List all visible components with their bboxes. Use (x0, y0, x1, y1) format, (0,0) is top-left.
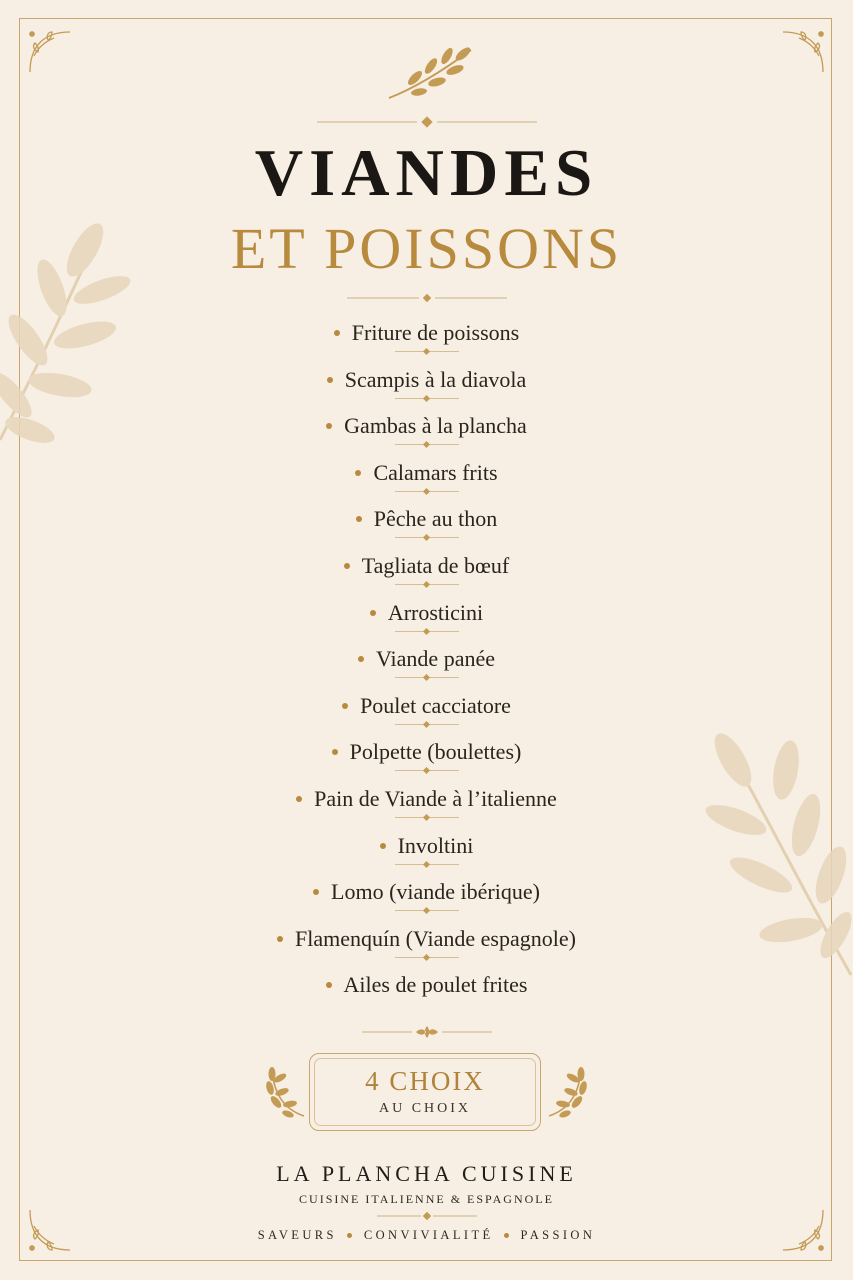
list-item (0, 593, 853, 640)
list-item (0, 546, 853, 593)
list-item (0, 499, 853, 546)
menu-item-label: Polpette (boulettes) (349, 739, 522, 765)
bullet-icon (326, 982, 332, 988)
tagline-word: PASSION (520, 1228, 596, 1242)
brand-name: LA PLANCHA CUISINE (276, 1161, 577, 1186)
bullet-icon (370, 610, 376, 616)
item-separator (395, 631, 459, 632)
brand-divider (0, 1209, 853, 1223)
list-item (0, 453, 853, 500)
menu-item-label: Lomo (viande ibérique) (331, 879, 540, 905)
badge-sub-text: AU CHOIX (378, 1101, 472, 1116)
bottom-ornament-divider (0, 1025, 853, 1039)
list-item (0, 686, 853, 733)
bullet-icon (326, 423, 332, 429)
item-separator (395, 864, 459, 865)
menu-item-label: Friture de poissons (351, 320, 520, 345)
list-item (0, 360, 853, 407)
menu-item-label: Calamars frits (373, 459, 498, 485)
item-separator (395, 957, 459, 958)
bullet-icon (380, 843, 386, 849)
item-separator (395, 584, 459, 585)
list-item (0, 919, 853, 966)
menu-item-label: Involtini (397, 832, 474, 858)
item-separator (395, 444, 459, 445)
bullet-icon (296, 796, 302, 802)
olive-sprig-icon (385, 44, 477, 102)
corner-ornament-icon (777, 26, 829, 78)
bullet-icon (332, 749, 338, 755)
menu-item-label: Pêche au thon (373, 506, 498, 532)
item-separator (395, 491, 459, 492)
bullet-icon (277, 936, 283, 942)
menu-item-label: Ailes de poulet frites (343, 972, 528, 998)
menu-item-label: Flamenquín (Viande espagnole) (295, 925, 576, 951)
item-separator (395, 817, 459, 818)
bullet-icon (334, 330, 340, 336)
corner-ornament-icon (24, 26, 76, 78)
list-item (0, 826, 853, 873)
bullet-icon (327, 377, 333, 383)
tagline (0, 1229, 853, 1242)
page-title: VIANDES (254, 136, 599, 210)
bullet-icon (358, 656, 364, 662)
brand-subtitle: CUISINE ITALIENNE & ESPAGNOLE (299, 1192, 554, 1206)
bullet-icon (342, 703, 348, 709)
tagline-word: CONVIVIALITÉ (363, 1228, 494, 1242)
item-separator (395, 398, 459, 399)
top-divider (0, 115, 853, 129)
bullet-icon (344, 563, 350, 569)
item-separator (395, 351, 459, 352)
menu-item-label: Tagliata de bœuf (361, 552, 510, 578)
title-divider (0, 291, 853, 305)
bullet-icon (356, 516, 362, 522)
bullet-icon (504, 1233, 509, 1238)
item-separator (395, 677, 459, 678)
menu-item-label: Poulet cacciatore (360, 692, 511, 718)
menu-item-label: Gambas à la plancha (344, 413, 527, 439)
item-separator (395, 724, 459, 725)
menu-item-label: Pain de Viande à l’italienne (314, 785, 557, 811)
list-item (0, 732, 853, 779)
bullet-icon (347, 1233, 352, 1238)
menu-item-label: Arrosticini (387, 599, 484, 625)
menu-list (0, 313, 853, 1012)
list-item (0, 779, 853, 826)
list-item (0, 965, 853, 1012)
item-separator (395, 770, 459, 771)
choice-badge (309, 1053, 541, 1131)
bullet-icon (355, 470, 361, 476)
list-item (0, 313, 853, 360)
page-subtitle: ET POISSONS (230, 216, 623, 281)
badge-main-text: 4 CHOIX (365, 1066, 485, 1096)
menu-item-label: Scampis à la diavola (344, 366, 527, 392)
laurel-icon (264, 1064, 308, 1120)
list-item (0, 872, 853, 919)
menu-item-label: Viande panée (375, 646, 495, 672)
laurel-icon (545, 1064, 589, 1120)
tagline-word: SAVEURS (257, 1228, 337, 1242)
list-item (0, 406, 853, 453)
item-separator (395, 910, 459, 911)
list-item (0, 639, 853, 686)
item-separator (395, 537, 459, 538)
bullet-icon (313, 889, 319, 895)
